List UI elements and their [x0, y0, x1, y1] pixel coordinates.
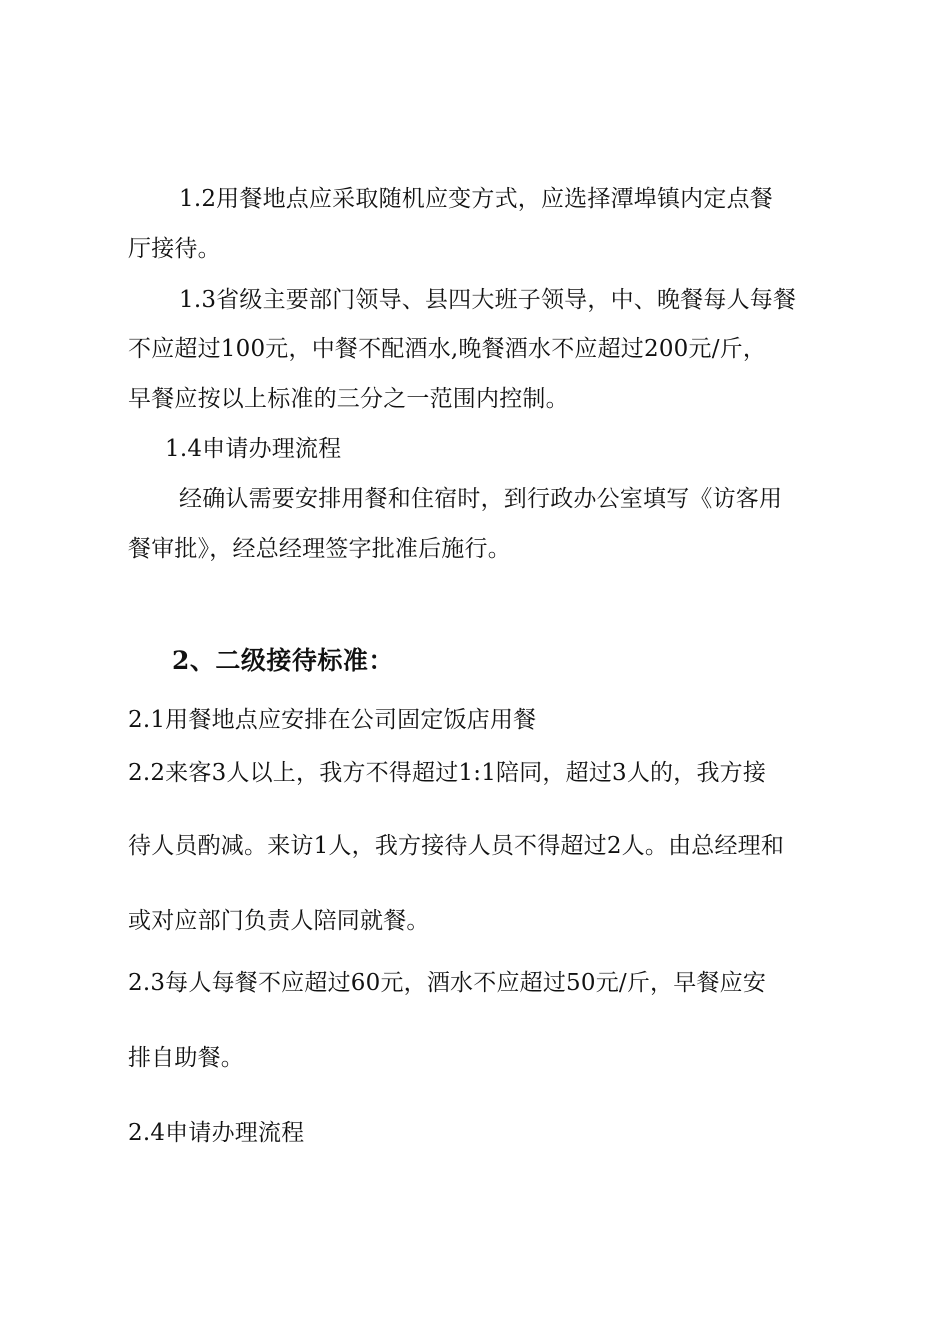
- paragraph-1-3-line-1: 1.3省级主要部门领导、县四大班子领导，中、晚餐每人每餐: [179, 287, 797, 313]
- paragraph-1-2-line-2: 厅接待。: [128, 236, 221, 262]
- subheading-2-4: 2.4申请办理流程: [128, 1120, 305, 1146]
- subheading-1-4: 1.4申请办理流程: [165, 436, 342, 462]
- paragraph-2-3-line-1: 2.3每人每餐不应超过60元，酒水不应超过50元/斤，早餐应安: [128, 970, 767, 996]
- section-2-heading: 2、二级接待标准：: [172, 646, 394, 675]
- paragraph-1-2-line-1: 1.2用餐地点应采取随机应变方式，应选择潭埠镇内定点餐: [179, 186, 773, 212]
- paragraph-2-1: 2.1用餐地点应安排在公司固定饭店用餐: [128, 707, 537, 733]
- paragraph-2-2-line-2: 待人员酌减。来访1人，我方接待人员不得超过2人。由总经理和: [128, 833, 785, 859]
- paragraph-1-3-line-2: 不应超过100元，中餐不配酒水,晚餐酒水不应超过200元/斤，: [128, 336, 767, 362]
- paragraph-2-2-line-3: 或对应部门负责人陪同就餐。: [128, 908, 430, 934]
- paragraph-1-3-line-3: 早餐应按以上标准的三分之一范围内控制。: [128, 386, 569, 412]
- paragraph-2-3-line-2: 排自助餐。: [128, 1045, 244, 1071]
- paragraph-2-2-line-1: 2.2来客3人以上，我方不得超过1:1陪同，超过3人的，我方接: [128, 760, 767, 786]
- paragraph-1-4-line-1: 经确认需要安排用餐和住宿时，到行政办公室填写《访客用: [179, 486, 783, 512]
- paragraph-1-4-line-2: 餐审批》，经总经理签字批准后施行。: [128, 536, 511, 562]
